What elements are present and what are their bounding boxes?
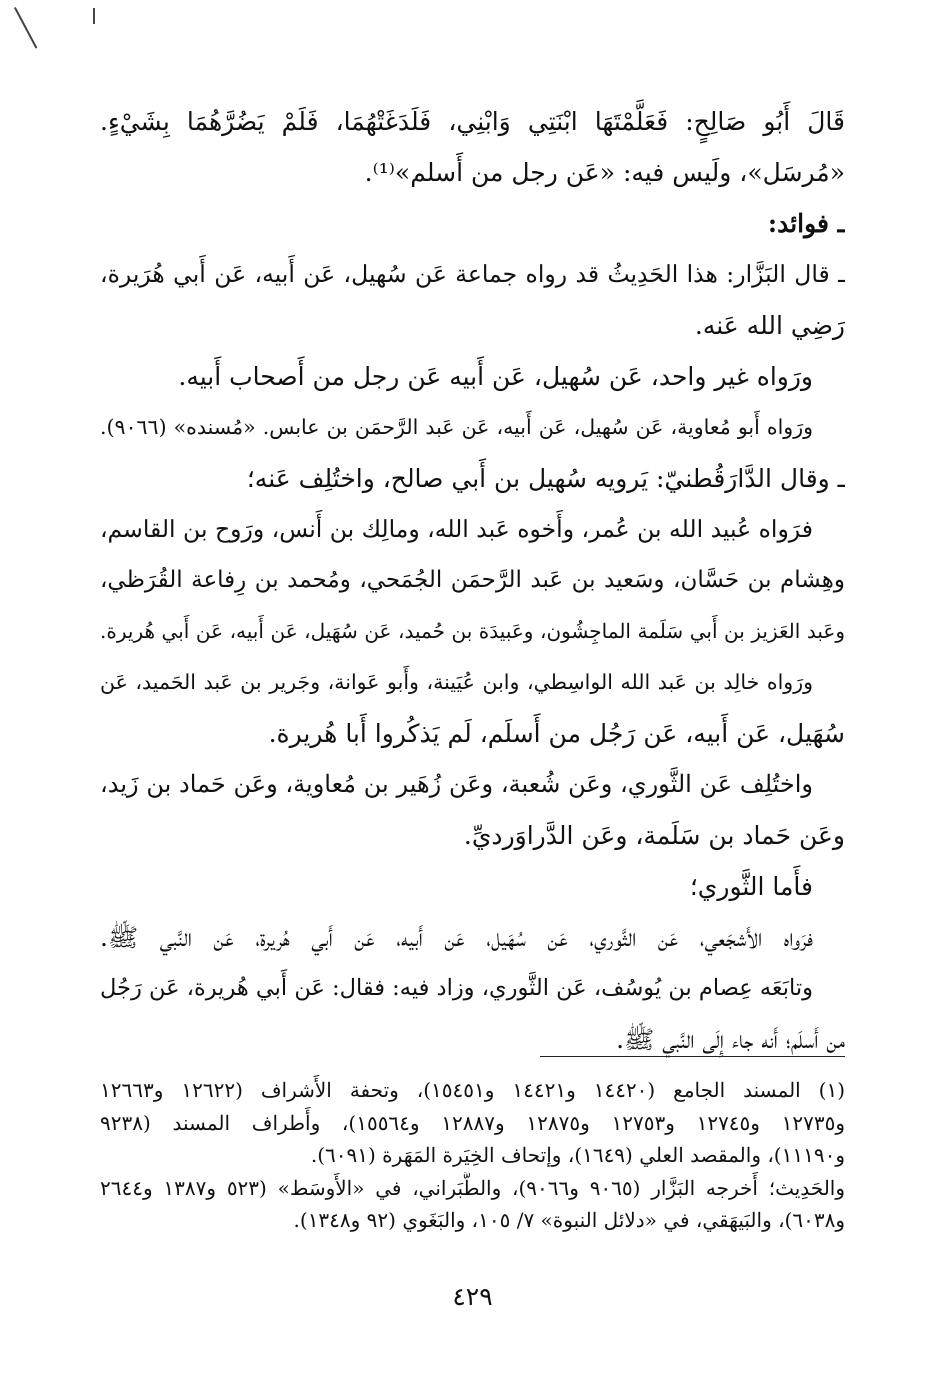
text-line: وعَبد العَزيز بن أَبي سَلَمة الماجِشُون، وعَبيدَة بن حُميد، عَن سُهَيل، عَن أَبيه، عَن أَبي هُريرة.	[100, 619, 845, 643]
footnote-line: و٦٠٣٨)، والبَيهَقي، في «دلائل النبوة» ٧/ ١٠٥، والبَغَوي (٩٢ و١٣٤٨).	[293, 1208, 845, 1232]
footnotes	[100, 1074, 845, 1237]
text-line: ـ قال البَزَّار: هذا الحَدِيثُ قد رواه جماعة عَن سُهيل، عَن أَبيه، عَن أَبي هُرَيرة،	[100, 260, 845, 288]
text-line: واختُلِف عَن الثَّوري، وعَن شُعبة، وعَن زُهَير بن مُعاوية، وعَن حَماد بن زَيد،	[100, 770, 813, 798]
text-line: ورَواه أَبو مُعاوية، عَن سُهيل، عَن أَبيه، عَن عَبد الرَّحمَن بن عابس. «مُسنده» (٩٠٦٦).	[100, 415, 813, 439]
footnote-separator	[540, 1056, 845, 1057]
section-heading: ـ فوائد:	[767, 209, 845, 238]
text-line: ورَواه خالِد بن عَبد الله الواسِطي، وابن عُيَينة، وأَبو عَوانة، وجَرير بن عَبد الحَميد، عَن	[100, 670, 813, 694]
footnote-line: و١١١٩٠)، والمقصد العلي (١٦٤٩)، وإتحاف الخِيَرة المَهَرة (٦٠٩١).	[310, 1143, 845, 1167]
text-line: رَضِي الله عَنه.	[694, 311, 845, 340]
text-line: قَالَ أَبُو صَالِحٍ: فَعَلَّمْتَهَا ابْنَتِي وَابْنِي، فَلَدَغَتْهُمَا، فَلَمْ يَضُرَّهُمَا بِشَيْءٍ.	[100, 107, 845, 136]
footnote-line: (١) المسند الجامع (١٤٤٢٠ و١٤٤٢١ و١٥٤٥١)، وتحفة الأَشراف (١٢٦٢٢ و١٢٦٦٣	[100, 1078, 845, 1102]
text-line: ـ وقال الدَّارَقُطنيّ: يَرويه سُهيل بن أَبي صالح، واختُلِف عَنه؛	[246, 464, 845, 493]
main-text	[100, 96, 845, 1065]
footnote-line: والحَدِيث؛ أَخرجه البَزَّار (٩٠٦٥ و٩٠٦٦)، والطَّبَراني، في «الأَوسَط» (٥٢٣ و١٣٨٧ و٢٦٤٤	[100, 1175, 845, 1200]
text-line: ورَواه غير واحد، عَن سُهيل، عَن أَبيه عَن رجل من أَصحاب أَبيه.	[178, 362, 813, 391]
scan-edge-mark	[14, 7, 37, 48]
text-line: فرَواه عُبيد الله بن عُمر، وأَخوه عَبد الله، ومالِك بن أَنس، ورَوح بن القاسم،	[100, 515, 813, 543]
text-line: من أَسلَم؛ أَنه جاء إِلَى النَّبي ﷺ.	[616, 1025, 845, 1054]
text-line: «مُرسَل»، ولَيس فيه: «عَن رجل من أَسلم»⁽¹⁾.	[364, 158, 845, 187]
text-line: وتابَعَه عِصام بن يُوسُف، عَن الثَّوري، وزاد فيه: فقال: عَن أَبي هُريرة، عَن رَجُل	[100, 975, 813, 1001]
text-line: سُهَيل، عَن أَبيه، عَن رَجُل من أَسلَم، لَم يَذكُروا أَبا هُريرة.	[268, 719, 845, 748]
text-line: فرَواه الأَشجَعي، عَن الثَّوري، عَن سُهَيل، عَن أَبيه، عَن أَبي هُريرة، عَن النَّبي ﷺ.	[100, 923, 813, 952]
footnote-line: و١٢٧٣٥ و١٢٧٤٥ و١٢٧٥٣ و١٢٨٧٥ و١٢٨٨٧ و١٥٥٦٤)، وأَطراف المسند (٩٢٣٨	[100, 1110, 845, 1135]
scan-tick-mark	[93, 8, 95, 24]
text-line: فأَما الثَّوري؛	[689, 872, 813, 901]
text-line: وعَن حَماد بن سَلَمة، وعَن الدَّراوَرديِّ.	[463, 821, 845, 850]
text-line: وهِشام بن حَسَّان، وسَعيد بن عَبد الرَّحمَن الجُمَحي، ومُحمد بن رِفاعة القُرَظي،	[100, 567, 845, 593]
page-number: ٤٢٩	[452, 1282, 493, 1311]
